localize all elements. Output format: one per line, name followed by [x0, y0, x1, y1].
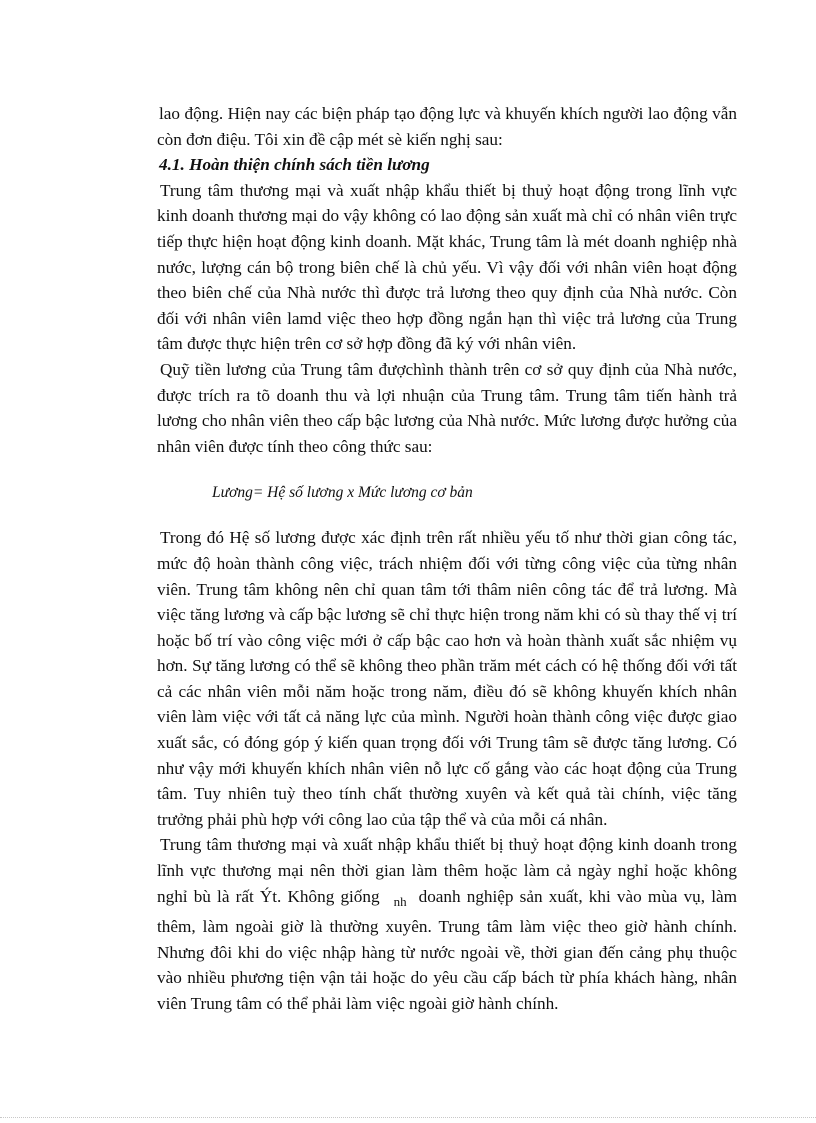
page-bottom-divider: [0, 1117, 816, 1118]
paragraph-salary-policy: [157, 178, 737, 357]
intro-paragraph: lao động. Hiện nay các biện pháp tạo động lực và khuyến khích người lao động vẫn còn đơn điệu. Tôi xin đề cập mét sè kiến nghị sau:: [157, 104, 737, 149]
paragraph-salary-fund: [157, 357, 737, 459]
document-page: [157, 101, 737, 1017]
paragraph-salary-fund-text: Quỹ tiền lương của Trung tâm đượchình thành trên cơ sở quy định của Nhà nước, được trích ra tõ doanh thu và lợi nhuận của Trung tâm. Trung tâm tiến hành trả lương cho nhân viên theo cấp bậc lương của Nhà nước. Mức lương được hưởng của nhân viên được tính theo công thức sau:: [157, 359, 737, 456]
section-heading: 4.1. Hoàn thiện chính sách tiền lương: [159, 155, 430, 175]
salary-formula: Lương= Hệ số lương x Mức lương cơ bản: [212, 484, 473, 502]
paragraph-working-hours: [157, 832, 737, 1016]
paragraph-coefficient: [157, 525, 737, 832]
paragraph-salary-policy-text: Trung tâm thương mại và xuất nhập khẩu thiết bị thuỷ hoạt động trong lĩnh vực kinh doanh thương mại do vậy không có lao động sản xuất mà chỉ có nhân viên trực tiếp thực hiện hoạt động kinh doanh. Mặt khác, Trung tâm là mét doanh nghiệp nhà nước, lượng cán bộ trong biên chế là chủ yếu. Vì vậy đối với nhân viên hoạt động theo biên chế của Nhà nước thì được trả lương theo quy định của Nhà nước. Còn đối với nhân viên lamd việc theo hợp đồng ngắn hạn thì việc trả lương của Trung tâm được thực hiện trên cơ sở hợp đồng đã ký với nhân viên.: [157, 180, 737, 354]
paragraph-working-hours-after: doanh nghiệp sản xuất, khi vào mùa vụ, làm thêm, làm ngoài giờ là thường xuyên. Trung tâm làm việc theo giờ hành chính. Nhưng đôi khi do việc nhập hàng từ nước ngoài về, thời gian đến cảng phụ thuộc vào nhiều phương tiện vận tải hoặc do yêu cầu cấp bách từ phía khách hàng, nhân viên Trung tâm có thể phải làm việc ngoài giờ hành chính.: [157, 886, 737, 1013]
paragraph-working-hours-before: Trung tâm thương mại và xuất nhập khẩu thiết bị thuỷ hoạt động kinh doanh trong lĩnh vực thương mại nên thời gian làm thêm hoặc làm cả ngày nghỉ hoặc không nghỉ bù là rất Ýt. Không giống: [157, 835, 737, 906]
stray-fragment: nh: [393, 893, 407, 909]
paragraph-coefficient-text: Trong đó Hệ số lương được xác định trên rất nhiều yếu tố như thời gian công tác, mức độ hoàn thành công việc, trách nhiệm đối với từng công việc của từng nhân viên. Trung tâm không nên chỉ quan tâm tới thâm niên công tác để trả lương. Mà việc tăng lương và cấp bậc lương sẽ chỉ thực hiện trong năm khi có sù thay thế vị trí hoặc bố trí vào công việc mới ở cấp bậc cao hơn và hoàn thành xuất sắc nhiệm vụ hơn. Sự tăng lương có thể sẽ không theo phần trăm mét cách có hệ thống đối với tất cả các nhân viên mỗi năm hoặc trong năm, điều đó sẽ không khuyến khích nhân viên làm việc với tất cả năng lực của mình. Người hoàn thành công việc được giao xuất sắc, có đóng góp ý kiến quan trọng đối với Trung tâm sẽ được tăng lương. Có như vậy mới khuyến khích nhân viên nỗ lực cố gắng vào các hoạt động của Trung tâm. Tuy nhiên tuỳ theo tính chất thường xuyên và kết quả tài chính, việc tăng trưởng phải phù hợp với công lao của tập thể và của mỗi cá nhân.: [157, 528, 737, 829]
